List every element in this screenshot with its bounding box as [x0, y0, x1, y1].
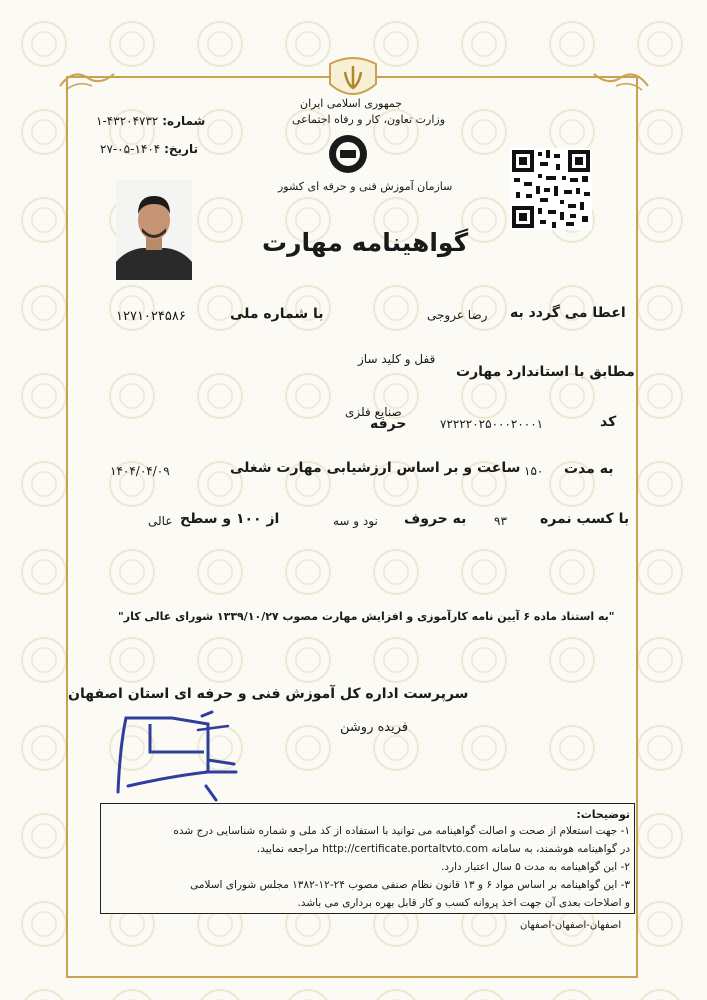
notes-line-1: ۱- جهت استعلام از صحت و اصالت گواهینامه می توانید با استفاده از کد ملی و شماره شناسایی درج شده	[173, 825, 630, 837]
corner-ornament-right	[590, 66, 650, 96]
national-id-label: با شماره ملی	[230, 306, 324, 322]
date-value: ۱۴۰۴-۰۵-۲۷	[100, 142, 161, 156]
tvto-logo-icon	[326, 133, 370, 175]
notes-line-3: ۲- این گواهینامه به مدت ۵ سال اعتبار دارد.	[441, 861, 630, 873]
duration-value: ۱۵۰	[524, 464, 544, 478]
grant-value: رضا عروجی	[427, 308, 488, 322]
code-value: ۷۲۲۲۲۰۲۵۰۰۰۲۰۰۰۱	[440, 417, 544, 431]
corner-ornament-left	[58, 66, 118, 96]
eval-date: ۱۴۰۴/۰۴/۰۹	[110, 464, 170, 478]
signer-title: سرپرست اداره کل آموزش فنی و حرفه ای استان اصفهان	[68, 686, 469, 702]
gov-line-1: جمهوری اسلامی ایران	[300, 97, 403, 110]
level-value: عالی	[148, 514, 173, 528]
notes-line-2b: مراجعه نمایید.	[256, 843, 319, 855]
letters-value: نود و سه	[333, 514, 378, 528]
org-name: سازمان آموزش فنی و حرفه ای کشور	[278, 180, 453, 193]
letters-label: به حروف	[404, 511, 467, 527]
notes-line-4: ۳- این گواهینامه بر اساس مواد ۶ و ۱۳ قانون نظام صنفی مصوب ۲۴-۱۲-۱۳۸۲ مجلس شورای اسلامی	[190, 879, 630, 891]
trade-value: صنایع فلزی	[345, 405, 402, 419]
gov-line-2: وزارت تعاون، کار و رفاه اجتماعی	[292, 113, 446, 126]
iran-emblem-icon	[326, 54, 380, 100]
qr-code-icon	[510, 148, 592, 230]
notes-line-2	[257, 843, 630, 855]
notes-heading: توضیحات:	[576, 808, 630, 821]
legal-text: "به استناد ماده ۶ آیین نامه کارآموزی و افزایش مهارت مصوب ۱۳۳۹/۱۰/۲۷ شورای عالی کار"	[118, 610, 615, 623]
signer-name: فریده روشن	[340, 720, 409, 735]
number-label: شماره:	[162, 114, 206, 128]
signature-mark	[108, 706, 248, 806]
score-value: ۹۳	[494, 514, 507, 528]
standard-value: قفل و کلید ساز	[358, 352, 436, 366]
score-label: با کسب نمره	[540, 511, 630, 527]
national-id-value: ۱۲۷۱۰۲۴۵۸۶	[116, 309, 186, 324]
hours-label: ساعت و بر اساس ارزشیابی مهارت شغلی	[230, 460, 521, 476]
footer-location: اصفهان-اصفهان-اصفهان	[520, 920, 622, 931]
trade-label: حرفه	[370, 416, 407, 432]
notes-url: http://certificate.portaltvto.com	[322, 843, 489, 855]
standard-label: مطابق با استاندارد مهارت	[456, 364, 635, 380]
duration-label: به مدت	[564, 461, 614, 477]
code-label: کد	[600, 414, 617, 430]
level-label: از ۱۰۰ و سطح	[180, 511, 280, 527]
portrait-photo	[116, 180, 192, 280]
number-row	[96, 114, 205, 128]
date-row	[100, 142, 198, 156]
date-label: تاریخ:	[164, 142, 198, 156]
notes-box	[100, 803, 635, 914]
grant-label: اعطا می گردد به	[510, 305, 626, 321]
notes-line-5: و اصلاحات بعدی آن جهت اخذ پروانه کسب و کار قابل بهره برداری می باشد.	[297, 897, 630, 909]
notes-line-2a: در گواهینامه هوشمند، به سامانه	[491, 843, 630, 855]
number-value: ۴۳۲۰۴۷۳۲-۱	[96, 114, 159, 128]
certificate-title: گواهینامه مهارت	[262, 228, 469, 257]
